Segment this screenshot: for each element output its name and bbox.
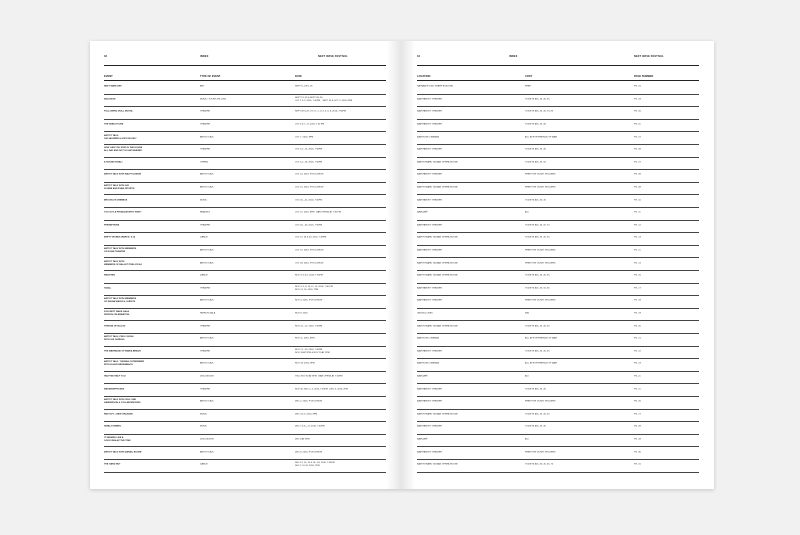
page-number-cell: PG. 19: [634, 312, 641, 315]
page-number-cell: PG. 08: [634, 174, 641, 177]
event-date-cell: DEC 8, 2016, POST-SHOW: [295, 451, 323, 454]
event-date-cell: NOV 3, 5 & 6, 2016, 7:30PM: [295, 274, 323, 277]
table-row: [417, 232, 699, 246]
cost-cell: TICKETS $25, 35, 45, 55, 70: [525, 463, 554, 466]
cost-cell: FREE FOR TICKET HOLDERS: [525, 249, 556, 252]
table-row: [104, 434, 386, 448]
location-cell: BAM HARVEY THEATER: [417, 148, 442, 151]
location-cell: BAM HARVEY THEATER: [417, 426, 442, 429]
table-row: [104, 371, 386, 385]
event-date-cell: SEPT 9—DEC 18: [295, 85, 313, 88]
table-row: [104, 270, 386, 284]
event-type-cell: MUSIC / STORY-TELLING: [200, 98, 226, 101]
location-cell: BAM HOWARD GILMAN OPERA HOUSE: [417, 463, 458, 466]
page-number-cell: PG. 28: [634, 438, 641, 441]
page-number-cell: PG. 11: [634, 211, 641, 214]
table-row: [104, 459, 386, 473]
table-row: [417, 358, 699, 372]
cost-cell: TICKETS $25, 35, 45, 55: [525, 413, 550, 416]
event-name-cell: ARTIST TALK: PING CHONG WITH GUI GURUNG: [104, 336, 134, 342]
page-number-cell: PG. 03: [634, 98, 641, 101]
table-row: [417, 396, 699, 410]
event-type-cell: THEATRE: [200, 350, 211, 353]
table-row: [417, 169, 699, 183]
event-name-cell: THE HARD NUT: [104, 463, 121, 466]
event-date-cell: THU, NOV 30 AT 8PM BAR OPENS AT 7:30PM: [295, 375, 343, 378]
event-type-cell: DISCUSSION: [200, 438, 214, 441]
event-name-cell: THE MARRIAGE OF MARIA BRAUN: [104, 350, 141, 353]
table-row: [417, 94, 699, 108]
event-name-cell: 2016 NEXT WAVE GALA PATRON CELEBRATION: [104, 311, 130, 317]
table-row: [104, 346, 386, 360]
cost-cell: TICKETS $25, 35, 45: [525, 388, 546, 391]
page-number-cell: PG. 31: [634, 463, 641, 466]
page-number-cell: PG. 18: [634, 300, 641, 303]
cost-cell: FREE FOR TICKET HOLDERS: [525, 300, 556, 303]
table-row: [104, 396, 386, 410]
page-number-cell: PG. 08: [634, 148, 641, 151]
table-row: [104, 320, 386, 334]
event-type-cell: ARTIST TALK: [200, 262, 214, 265]
table-row: [104, 169, 386, 183]
table-row: [417, 144, 699, 158]
event-date-cell: SEPT 28 & 29, OCT 1, 2, 3, 4, 5, 6, 8, 2016, 7:30PM: [295, 111, 346, 114]
location-cell: BAM HOWARD GILMAN OPERA HOUSE: [417, 186, 458, 189]
table-row: [104, 232, 386, 246]
col-header-date: DATE: [295, 75, 302, 78]
event-name-cell: SIMALTI FABRIC: [104, 426, 122, 429]
table-row: [417, 295, 699, 309]
table-row: [417, 446, 699, 460]
cost-cell: $10: [525, 211, 529, 214]
location-cell: BAM HARVEY THEATER: [417, 174, 442, 177]
event-name-cell: BROOKLYN OMNIBUS: [104, 199, 128, 202]
event-date-cell: DEC 7 & 8—11, 2016, 7:30PM: [295, 426, 325, 429]
table-row: [104, 308, 386, 322]
col-header-event: EVENT: [104, 75, 113, 78]
right-page: [401, 41, 714, 489]
page-number-cell: PG. 01: [634, 85, 641, 88]
table-row: [417, 131, 699, 145]
cost-cell: $10: [525, 375, 529, 378]
event-date-cell: DEC 2, 2016, POST-SHOW: [295, 400, 323, 403]
table-row: [104, 421, 386, 435]
event-type-cell: MUSIC: [200, 199, 208, 202]
gutter-shadow: [387, 41, 401, 489]
location-cell: BAM ROSE CINEMAS: [417, 363, 440, 366]
event-name-cell: ARTIST TALK WITH MEMBERS OF BALLET PRELJOCAJ: [104, 260, 142, 266]
event-date-cell: OCT 20—22, 2016, 7:30PM: [295, 199, 323, 202]
page-number-cell: PG. 15: [634, 274, 641, 277]
event-date-cell: NOV 4, 2016, POST-SHOW: [295, 300, 323, 303]
table-row: [104, 119, 386, 133]
event-type-cell: THEATRE: [200, 287, 211, 290]
cost-cell: N/A: [525, 312, 529, 315]
event-date-cell: NOV 18, 2016, 8PM: [295, 363, 315, 366]
event-type-cell: DANCE: [200, 274, 208, 277]
table-row: [417, 245, 699, 259]
location-cell: BAM HARVEY THEATER: [417, 400, 442, 403]
cost-cell: TICKETS $25, 35, 45, 55: [525, 98, 550, 101]
cost-cell: FREE FOR TICKET HOLDERS: [525, 186, 556, 189]
table-row: [104, 207, 386, 221]
event-name-cell: YAZAL: [104, 287, 112, 290]
table-row: [417, 371, 699, 385]
location-cell: BAMCAFÉ: [417, 438, 428, 441]
table-row: [104, 283, 386, 297]
event-date-cell: OCT 14, 2016, POST-SHOW: [295, 174, 324, 177]
event-date-cell: NOV 10—12, 2016, 7:30PM: [295, 325, 323, 328]
table-row: [417, 459, 699, 473]
table-row: [417, 106, 699, 120]
event-name-cell: ARTIST TALK WITH JAY SCHEIB AND EVAN ZIPORYN: [104, 185, 135, 191]
page-number-cell: PG. 14: [634, 262, 641, 265]
event-name-cell: PERSEPHONE: [104, 224, 120, 227]
event-type-cell: ARTIST TALK: [200, 186, 214, 189]
event-name-cell: REZISTEN: [104, 274, 115, 277]
location-cell: NATMAN ROOM, SHARP BUILDING: [417, 85, 454, 88]
event-type-cell: ARTIST TALK: [200, 136, 214, 139]
event-type-cell: THEATRE: [200, 148, 211, 151]
table-row: [104, 94, 386, 108]
table-row: [417, 409, 699, 423]
event-type-cell: ART: [200, 85, 205, 88]
cost-cell: TICKETS $25, 35, 45, 55: [525, 325, 550, 328]
cost-cell: TICKETS $25, 45, 55: [525, 161, 546, 164]
cost-cell: $10: [525, 438, 529, 441]
event-date-cell: OCT 6 & 7—8, 2016, 7:30 PM: [295, 123, 325, 126]
event-date-cell: DEC 3 & 4, 2016, 8PM: [295, 413, 318, 416]
table-row: [104, 131, 386, 145]
event-date-cell: OCT 28, 2016, POST-SHOW: [295, 262, 324, 265]
location-cell: BAM HOWARD GILMAN OPERA HOUSE: [417, 274, 458, 277]
book-spread: [90, 41, 714, 489]
table-row: [104, 194, 386, 208]
event-type-cell: THEATRE: [200, 388, 211, 391]
location-cell: BAMCAFÉ: [417, 211, 428, 214]
event-date-cell: OCT 27, 28 & 30, 2016, 7:30PM: [295, 237, 327, 240]
location-cell: BAM HOWARD GILMAN OPERA HOUSE: [417, 262, 458, 265]
page-number-cell: PG. 28: [634, 426, 641, 429]
event-name-cell: HELP ME HELP YOU: [104, 375, 126, 378]
event-type-cell: DISCUSSION: [200, 375, 214, 378]
cost-cell: TICKETS $25, 35, 45, 55: [525, 350, 550, 353]
event-type-cell: THEATRE: [200, 224, 211, 227]
cost-cell: TICKETS $25, 35, 45, 55: [525, 237, 550, 240]
event-date-cell: OCT 13—15, 2016, 7:30PM: [295, 148, 323, 151]
cost-cell: TICKETS $25, 35, 45: [525, 123, 546, 126]
page-number-cell: PG. 05: [634, 111, 641, 114]
location-cell: BAM HARVEY THEATER: [417, 249, 442, 252]
page-number-cell: PG. 22: [634, 350, 641, 353]
event-type-cell: MUSIC: [200, 426, 208, 429]
location-cell: BAM HARVEY THEATER: [417, 111, 442, 114]
col-header-page: PAGE NUMBER: [634, 75, 654, 78]
location-cell: BAM HARVEY THEATER: [417, 287, 442, 290]
page-number-cell: PG. 13: [634, 237, 641, 240]
col-header-cost: COST: [525, 75, 533, 78]
right-festival-title: NEXT WAVE FESTIVAL: [634, 55, 664, 58]
table-row: [104, 220, 386, 234]
cost-cell: $10, $8 FOR FRIENDS OF BAM: [525, 337, 557, 340]
location-cell: BAM HOWARD GILMAN OPERA HOUSE: [417, 325, 458, 328]
event-name-cell: DELUSION: [104, 98, 116, 101]
event-type-cell: MUSIC: [200, 413, 208, 416]
table-row: [417, 157, 699, 171]
location-cell: BAM HARVEY THEATER: [417, 350, 442, 353]
table-row: [104, 295, 386, 309]
table-row: [104, 409, 386, 423]
event-name-cell: RED HOT + NEW ORLEANS: [104, 413, 133, 416]
cost-cell: FREE FOR TICKET HOLDERS: [525, 262, 556, 265]
page-number-cell: PG. 12: [634, 224, 641, 227]
cost-cell: $10, $8 FOR FRIENDS OF BAM: [525, 363, 557, 366]
event-date-cell: NOV 3, 4, 8, 10, 11, 12, 2016, 7:30 PM NOV 14, 16, 2016, 2PM: [295, 285, 333, 291]
table-row: [417, 220, 699, 234]
event-date-cell: OCT 21, 2016, 8PM BAR OPENS AT 7:30 PM: [295, 211, 341, 214]
table-row: [104, 182, 386, 196]
event-name-cell: FOLLOWING (FULL MOON): [104, 111, 133, 114]
event-name-cell: YOU GOT A PROBLEM WITH THAT?: [104, 211, 142, 214]
event-type-cell: ARTIST TALK: [200, 174, 214, 177]
table-row: [417, 383, 699, 397]
left-page-number: 32: [104, 55, 108, 58]
header-rule: [104, 65, 386, 66]
table-row: [104, 157, 386, 171]
event-type-cell: PATRON GALA: [200, 312, 216, 315]
event-name-cell: NEXT WAVE ART: [104, 85, 122, 88]
page-number-cell: PG. 21: [634, 337, 641, 340]
event-type-cell: ARTIST TALK: [200, 249, 214, 252]
event-date-cell: OCT 15, 2016, POST-SHOW: [295, 186, 324, 189]
page-number-cell: PG. 27: [634, 413, 641, 416]
page-number-cell: PG. 2x: [634, 375, 641, 378]
event-name-cell: HOW CAN YOU STAY IN THE HOUSE ALL DAY AND NOT GO ANYWHERE?: [104, 147, 143, 153]
page-number-cell: PG. 2x: [634, 388, 641, 391]
cost-cell: FREE FOR TICKET HOLDERS: [525, 174, 556, 177]
table-row: [417, 207, 699, 221]
cost-cell: FREE FOR TICKET HOLDERS: [525, 400, 556, 403]
event-type-cell: ARTIST TALK: [200, 300, 214, 303]
location-cell: BAM HOWARD GILMAN OPERA HOUSE: [417, 413, 458, 416]
table-row: [104, 446, 386, 460]
col-header-type: TYPE OF EVENT: [200, 75, 221, 78]
right-section-title: INDEX: [509, 55, 518, 58]
event-type-cell: DANCE: [200, 237, 208, 240]
event-name-cell: A HOUSE IN BALI: [104, 161, 123, 164]
cost-cell: TICKETS $25, 35, 55, 65: [525, 287, 550, 290]
event-type-cell: OPERA: [200, 161, 208, 164]
location-cell: BAM ROSE CINEMAS: [417, 136, 440, 139]
location-cell: BAMCAFÉ: [417, 375, 428, 378]
cost-cell: TICKETS $25, 35, 45: [525, 426, 546, 429]
table-row: [417, 119, 699, 133]
event-date-cell: NOV 8, 2016: [295, 312, 308, 315]
event-type-cell: DANCE: [200, 463, 208, 466]
location-cell: BAM HOWARD GILMAN OPERA HOUSE: [417, 161, 458, 164]
left-page: [90, 41, 401, 489]
event-name-cell: METAMORPHOSES: [104, 388, 125, 391]
table-row: [104, 358, 386, 372]
cost-cell: FREE: [525, 85, 531, 88]
right-page-number: 34: [417, 55, 421, 58]
location-cell: BAM HOWARD GILMAN OPERA HOUSE: [417, 237, 458, 240]
event-name-cell: ARTIST TALK: JIM JALIWERS & RICK MOODY: [104, 134, 137, 140]
location-cell: BAM HARVEY THEATER: [417, 224, 442, 227]
event-date-cell: DEC 13, 14, 15 & 16—18, 2016, 7:30PM DEC 17 & 18, 2016, 2PM: [295, 462, 335, 468]
event-name-cell: THE SEED HOUSE: [104, 123, 124, 126]
event-name-cell: THRONE OF BLOOD: [104, 325, 126, 328]
event-type-cell: ARTIST TALK: [200, 400, 214, 403]
event-name-cell: IT SEEMED LIKE A GOOD IDEA AT THE TIME: [104, 437, 131, 443]
event-name-cell: EMPTY WORDS (PARTS I & II): [104, 237, 136, 240]
table-row: [417, 257, 699, 271]
page-number-cell: PG. 20: [634, 325, 641, 328]
cost-cell: TICKETS $25, 40, 55, 70: [525, 224, 550, 227]
event-name-cell: ARTIST TALK WITH RALPH LEMON: [104, 174, 142, 177]
event-date-cell: OCT 27, 2016, POST-SHOW: [295, 249, 324, 252]
event-type-cell: READING: [200, 211, 210, 214]
table-row: [417, 346, 699, 360]
table-row: [417, 194, 699, 208]
table-row: [417, 81, 699, 95]
page-number-cell: PG. 17: [634, 287, 641, 290]
table-row: [417, 320, 699, 334]
table-row: [417, 434, 699, 448]
location-cell: BAM HARVEY THEATER: [417, 388, 442, 391]
table-row: [417, 421, 699, 435]
header-rule: [417, 65, 699, 66]
location-cell: BAM HARVEY THEATER: [417, 451, 442, 454]
location-cell: BAM HARVEY THEATER: [417, 300, 442, 303]
table-row: [104, 257, 386, 271]
event-date-cell: NOV 17—20, 2016, 7:30PM NOV 18 AT 2PM & NOV 20 AT 3PM: [295, 348, 330, 354]
cost-cell: TICKETS $25, 35, 45: [525, 148, 546, 151]
event-type-cell: ARTIST TALK: [200, 451, 214, 454]
page-number-cell: PG. 07: [634, 136, 641, 139]
event-type-cell: THEATRE: [200, 325, 211, 328]
location-cell: BAM ROSE CINEMAS: [417, 337, 440, 340]
event-type-cell: THEATRE: [200, 123, 211, 126]
event-name-cell: ARTIST TALK: THOMAS OSTERMEIER WITH KLAUS BIESENBACH: [104, 361, 145, 367]
location-cell: BAM HARVEY THEATER: [417, 199, 442, 202]
event-date-cell: DEC 8 AT 8PM: [295, 438, 310, 441]
cost-cell: $10, $8 FOR FRIENDS OF BAM: [525, 136, 557, 139]
page-number-cell: PG. 23: [634, 363, 641, 366]
col-header-location: LOCATION: [417, 75, 431, 78]
table-row: [104, 106, 386, 120]
page-number-cell: PG. 26: [634, 400, 641, 403]
event-type-cell: ARTIST TALK: [200, 337, 214, 340]
event-type-cell: ARTIST TALK: [200, 363, 214, 366]
table-row: [104, 81, 386, 95]
event-date-cell: SEPT 21–23 & SEPT 28–30, OCT 1 & 2, 2016, 7:30PM SEPT 30 & OCT 2, 2016, 8PM: [295, 96, 353, 102]
event-date-cell: NOV 30, DEC 2, 4, 2016, 7:30PM DEC 3, 2016, 2PM: [295, 388, 348, 391]
table-row: [104, 383, 386, 397]
event-date-cell: OCT 26—30, 2016, 7:30PM: [295, 224, 323, 227]
table-row: [104, 144, 386, 158]
event-name-cell: ARTIST TALK WITH CELL'ONE SANDERSON & COLLEBORATORS: [104, 399, 141, 405]
table-row: [417, 182, 699, 196]
event-date-cell: OCT 7, 2016, 8PM: [295, 136, 314, 139]
cost-cell: TICKETS $25, 35, 45, 55: [525, 274, 550, 277]
location-cell: BAM HARVEY THEATER: [417, 123, 442, 126]
table-row: [104, 333, 386, 347]
cost-cell: FREE FOR TICKET HOLDERS: [525, 451, 556, 454]
cost-cell: TICKETS $25, 35, 45: [525, 199, 546, 202]
event-type-cell: THEATRE: [200, 111, 211, 114]
location-cell: BAM HARVEY THEATER: [417, 98, 442, 101]
table-row: [417, 333, 699, 347]
page-number-cell: PG. 07: [634, 161, 641, 164]
gutter-shadow: [401, 41, 415, 489]
event-name-cell: ARTIST TALK WITH MEMBERS OF SAVNA WALES & GUESTS: [104, 298, 137, 304]
table-row: [417, 283, 699, 297]
page-number-cell: PG. 08: [634, 186, 641, 189]
table-row: [417, 270, 699, 284]
page-number-cell: PG. 1x: [634, 249, 641, 252]
table-row: [417, 308, 699, 322]
cost-cell: TICKETS $25, 35, 45, 70, 85: [525, 111, 554, 114]
event-date-cell: OCT 14—16, 2016, 7:30PM: [295, 161, 323, 164]
table-row: [104, 245, 386, 259]
page-number-cell: PG. 0x: [634, 123, 641, 126]
event-date-cell: NOV 11, 2016, 8PM: [295, 337, 315, 340]
page-number-cell: PG. 10: [634, 199, 641, 202]
location-cell: UNDISCLOSED: [417, 312, 433, 315]
event-name-cell: ARTIST TALK WITH MEMBERS OF NOISE THEATER: [104, 248, 137, 254]
left-section-title: INDEX: [200, 55, 209, 58]
page-number-cell: PG. 30: [634, 451, 641, 454]
left-festival-title: NEXT WAVE FESTIVAL: [318, 55, 348, 58]
event-name-cell: ARTIST TALK WITH DANIEL BOUSE: [104, 451, 142, 454]
